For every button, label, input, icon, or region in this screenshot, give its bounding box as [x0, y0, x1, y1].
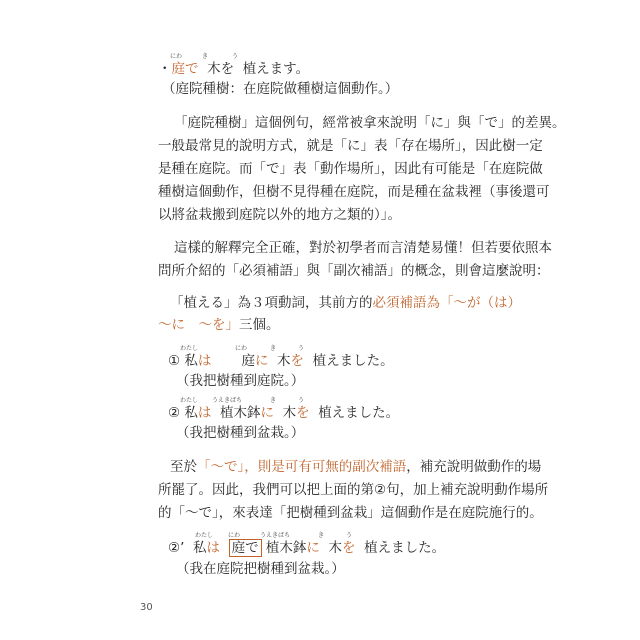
particle-ni: に	[260, 405, 274, 421]
ruby-u: う	[298, 345, 305, 352]
para1-line5: 以將盆栽搬到庭院以外的地方之類的）」。	[158, 207, 401, 223]
particle-wa: は	[197, 353, 212, 369]
para1-line1: 「庭院種樹」這個例句，經常被拿來說明「に」與「で」的差異。	[174, 115, 566, 131]
ruby-watashi: わたし	[180, 345, 199, 352]
para1-line2: 一般最常見的說明方式，就是「に」表「存在場所」，因此樹一定	[158, 138, 543, 154]
word-uekibachi: 植木鉢	[220, 405, 261, 421]
example-1-sentence	[168, 352, 394, 370]
ruby-ki: き	[270, 345, 277, 352]
bullet: ・	[158, 61, 172, 77]
para3-line1	[170, 294, 521, 312]
word-ki: 木	[277, 353, 291, 369]
word-uekibachi: 植木鉢	[265, 540, 307, 556]
niwa-de-particle: 庭で	[171, 61, 199, 77]
word-watashi: 私	[184, 353, 198, 369]
verb-uemashita: 植えました。	[318, 405, 400, 421]
para3-highlight-2: 〜に 〜を」	[158, 317, 239, 333]
example-2-sentence	[168, 404, 399, 422]
para3-line2	[158, 316, 280, 334]
example-number: ②	[168, 405, 181, 421]
word-ki: 木	[282, 405, 297, 421]
translation-2: （我把樹種到盆栽。）	[176, 425, 305, 441]
para4-line1	[170, 458, 541, 476]
ruby-niwa: にわ	[170, 53, 183, 60]
ruby-uekibachi: うえきばち	[260, 532, 291, 539]
uemasu: 植えます。	[242, 61, 310, 77]
para3-text-2: 三個。	[239, 317, 280, 333]
example-number: ①	[168, 353, 181, 369]
para1-line4: 種樹這個動作，但樹不見得種在庭院，而是種在盆栽裡（事後還可	[158, 184, 550, 200]
example-sentence-top	[158, 60, 309, 78]
particle-wa: は	[197, 405, 212, 421]
translation-2prime: （我在庭院把樹種到盆栽。）	[176, 561, 345, 577]
word-ki: 木	[328, 540, 342, 556]
example-2prime-sentence	[168, 539, 445, 557]
ki-wo: 木を	[207, 61, 235, 77]
para4-line2: 所罷了。因此，我們可以把上面的第②句，加上補充說明動作場所	[158, 482, 549, 498]
word-niwa: 庭	[241, 353, 255, 369]
word-watashi: 私	[193, 540, 207, 556]
verb-uemashita: 植えました。	[364, 540, 446, 556]
ruby-ki: き	[318, 532, 325, 539]
example-number: ②’	[168, 540, 185, 556]
particle-wo: を	[341, 540, 356, 556]
ruby-ki: き	[202, 53, 209, 60]
para4-highlight: 「〜で」，則是可有可無的副次補語	[197, 459, 407, 475]
ruby-ki: き	[270, 397, 277, 404]
para3-highlight: 必須補語為「〜が（は）	[372, 295, 521, 311]
verb-uemashita: 植えました。	[312, 353, 394, 369]
word-watashi: 私	[184, 405, 198, 421]
ruby-u: う	[232, 53, 239, 60]
para4-text-a: 至於	[170, 459, 197, 475]
para3-text: 「植える」為３項動詞，其前方的	[170, 295, 373, 311]
ruby-watashi: わたし	[180, 397, 199, 404]
para1-line3: 是種在庭院。而「で」表「動作場所」，因此有可能是「在庭院做	[158, 161, 543, 177]
translation-1: （我把樹種到庭院。）	[176, 373, 305, 389]
ruby-u: う	[298, 397, 305, 404]
translation-top: （庭院種樹：在庭院做種樹這個動作。）	[162, 81, 399, 97]
particle-wo: を	[290, 353, 305, 369]
particle-ni: に	[306, 540, 320, 556]
para2-line1: 這樣的解釋完全正確，對於初學者而言清楚易懂！但若要依照本	[174, 240, 552, 256]
niwa-de-boxed: 庭で	[229, 539, 262, 557]
ruby-uekibachi: うえきばち	[212, 397, 243, 404]
para4-line3: 的「〜で」，來表達「把樹種到盆栽」這個動作是在庭院施行的。	[158, 505, 543, 521]
particle-ni: に	[254, 353, 269, 369]
para2-line2: 問所介紹的「必須補語」與「副次補語」的概念，則會這麼說明：	[158, 263, 550, 279]
page-number: 30	[140, 602, 153, 613]
para4-text-c: ，補充說明做動作的場	[406, 459, 542, 475]
ruby-u: う	[346, 532, 353, 539]
particle-wo: を	[296, 405, 310, 421]
ruby-niwa: にわ	[228, 532, 241, 539]
particle-wa: は	[206, 540, 220, 556]
ruby-watashi: わたし	[195, 532, 214, 539]
ruby-niwa: にわ	[235, 345, 248, 352]
